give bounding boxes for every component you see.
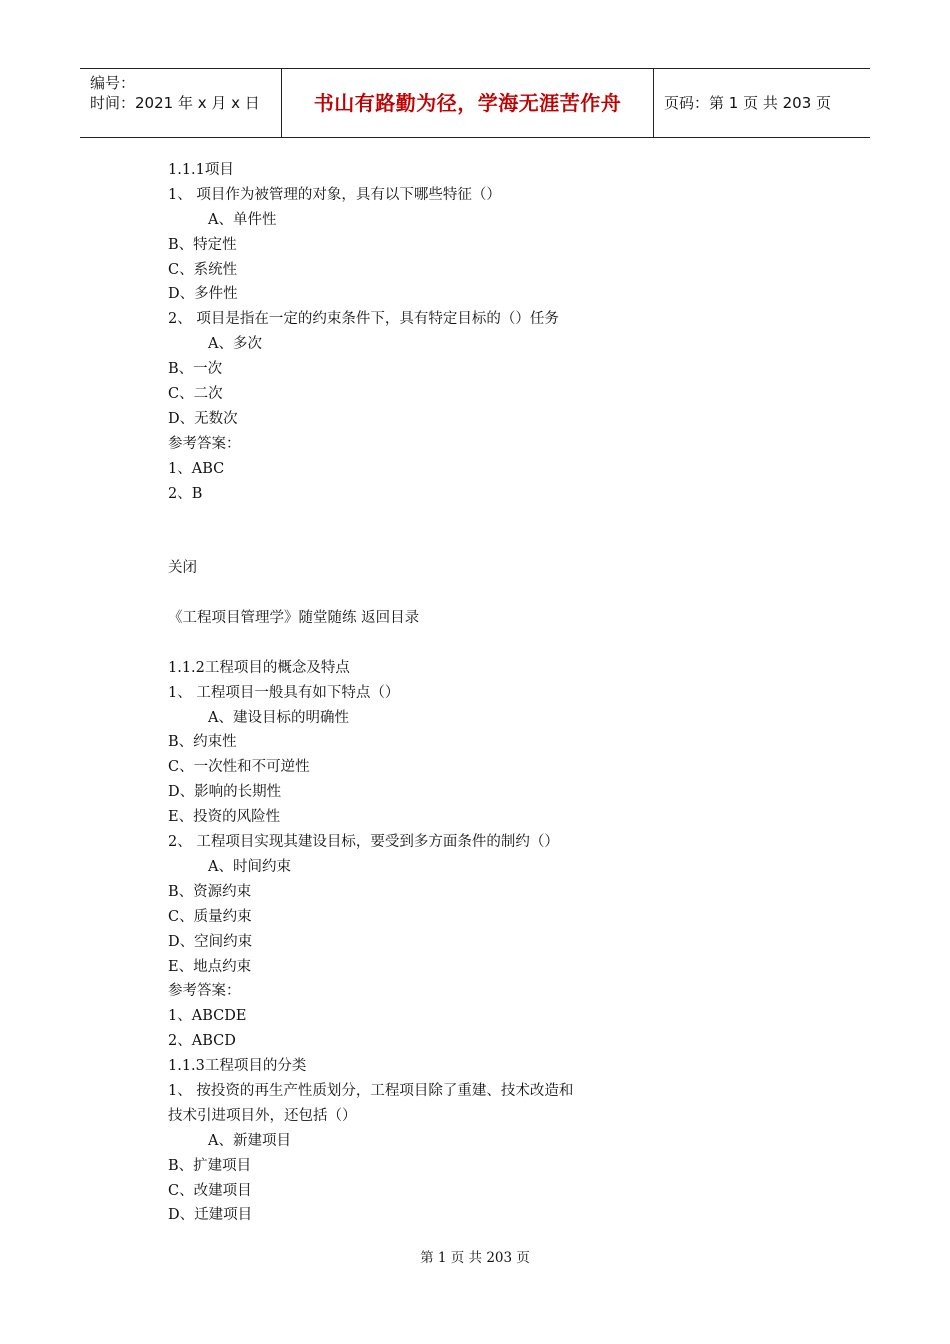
text-line: B、扩建项目 — [168, 1157, 252, 1174]
text-line: 2、ABCD — [168, 1033, 236, 1050]
text-line: B、资源约束 — [168, 883, 252, 900]
text-line: 2、 工程项目实现其建设目标，要受到多方面条件的制约（） — [168, 834, 559, 851]
text-line: 1.1.3工程项目的分类 — [168, 1058, 307, 1075]
text-line: 技术引进项目外，还包括（） — [168, 1107, 357, 1124]
text-line: 《工程项目管理学》随堂随练 返回目录 — [168, 610, 420, 627]
text-line: C、系统性 — [168, 261, 238, 278]
blank-line — [168, 581, 788, 606]
text-line: D、多件性 — [168, 286, 238, 303]
text-line: 参考答案： — [168, 435, 241, 452]
text-line: 1、 项目作为被管理的对象，具有以下哪些特征（） — [168, 186, 501, 203]
text-line: 1、ABC — [168, 460, 225, 477]
blank-line — [168, 506, 788, 531]
text-line: 1、 按投资的再生产性质划分，工程项目除了重建、技术改造和 — [168, 1082, 574, 1099]
text-line: A、建设目标的明确性 — [208, 709, 349, 726]
text-line: C、改建项目 — [168, 1182, 252, 1199]
document-number-label: 编号： — [90, 74, 136, 92]
blank-line — [168, 631, 788, 656]
text-line: B、约束性 — [168, 734, 237, 751]
blank-line — [168, 531, 788, 556]
text-line: 2、 项目是指在一定的约束条件下，具有特定目标的（）任务 — [168, 311, 559, 328]
text-line: A、单件性 — [208, 211, 277, 228]
text-line: A、多次 — [208, 336, 262, 353]
text-line: C、二次 — [168, 386, 223, 403]
text-line: E、地点约束 — [168, 958, 252, 975]
page-header — [80, 68, 870, 138]
text-line: D、迁建项目 — [168, 1207, 253, 1224]
document-body — [168, 158, 788, 1228]
text-line: 关闭 — [168, 560, 197, 577]
text-line: 2、B — [168, 485, 203, 502]
text-line: D、空间约束 — [168, 933, 253, 950]
text-line: A、时间约束 — [208, 858, 291, 875]
header-page-count: 页码：第 1 页 共 203 页 — [664, 94, 832, 112]
text-line: 1.1.2工程项目的概念及特点 — [168, 659, 350, 676]
text-line: B、一次 — [168, 361, 223, 378]
page-footer: 第 1 页 共 203 页 — [420, 1250, 530, 1266]
header-meta — [80, 69, 282, 137]
text-line: 1、ABCDE — [168, 1008, 247, 1025]
text-line: 1、 工程项目一般具有如下特点（） — [168, 684, 400, 701]
text-line: D、无数次 — [168, 410, 238, 427]
text-line: B、特定性 — [168, 236, 237, 253]
text-line: C、一次性和不可逆性 — [168, 759, 310, 776]
text-line: E、投资的风险性 — [168, 809, 281, 826]
document-date: 时间：2021 年 x 月 x 日 — [90, 94, 260, 112]
text-line: A、新建项目 — [208, 1132, 291, 1149]
text-line: 参考答案： — [168, 983, 241, 1000]
text-line: C、质量约束 — [168, 908, 252, 925]
header-motto: 书山有路勤为径，学海无涯苦作舟 — [282, 69, 654, 137]
text-line: 1.1.1项目 — [168, 162, 234, 178]
text-line: D、影响的长期性 — [168, 784, 282, 801]
